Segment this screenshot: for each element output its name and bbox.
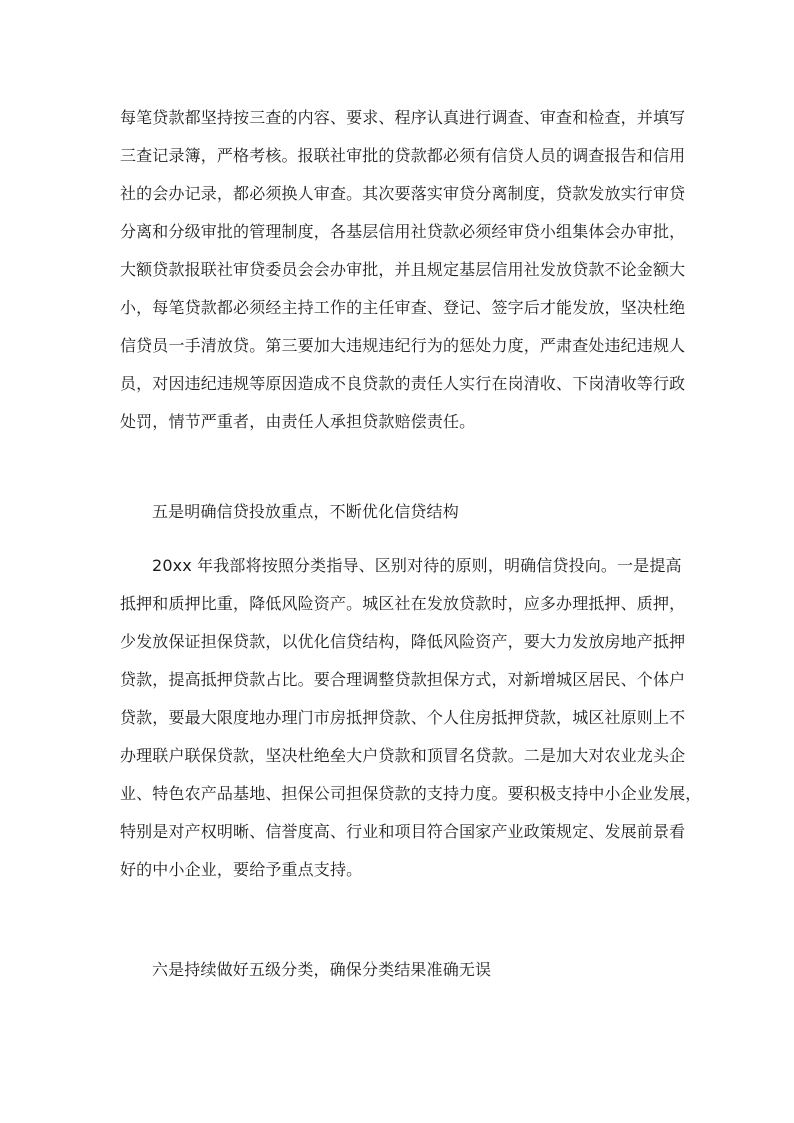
paragraph-line: 信贷员一手清放贷。第三要加大违规违纪行为的惩处力度，严肃查处违纪违规人: [120, 336, 686, 355]
section-heading-6: 六是持续做好五级分类，确保分类结果准确无误: [152, 960, 492, 979]
paragraph-line: 每笔贷款都坚持按三查的内容、要求、程序认真进行调查、审查和检查，并填写: [120, 108, 686, 127]
paragraph-line: 少发放保证担保贷款，以优化信贷结构，降低风险资产，要大力发放房地产抵押: [120, 632, 686, 651]
paragraph-line: 特别是对产权明晰、信誉度高、行业和项目符合国家产业政策规定、发展前景看: [120, 822, 686, 841]
paragraph-line: 20xx 年我部将按照分类指导、区别对待的原则，明确信贷投向。一是提高: [152, 556, 682, 575]
paragraph-line: 大额贷款报联社审贷委员会会办审批，并且规定基层信用社发放贷款不论金额大: [120, 260, 686, 279]
paragraph-line: 小，每笔贷款都必须经主持工作的主任审查、登记、签字后才能发放，坚决杜绝: [120, 298, 686, 317]
paragraph-line: 处罚，情节严重者，由责任人承担贷款赔偿责任。: [120, 412, 476, 431]
paragraph-line: 好的中小企业，要给予重点支持。: [120, 860, 363, 879]
paragraph-line: 社的会办记录，都必须换人审查。其次要落实审贷分离制度，贷款发放实行审贷: [120, 184, 686, 203]
paragraph-line: 办理联户联保贷款，坚决杜绝垒大户贷款和顶冒名贷款。二是加大对农业龙头企: [120, 746, 686, 765]
paragraph-line: 业、特色农产品基地、担保公司担保贷款的支持力度。要积极支持中小企业发展，: [120, 784, 702, 803]
paragraph-line: 抵押和质押比重，降低风险资产。城区社在发放贷款时，应多办理抵押、质押，: [120, 594, 686, 613]
paragraph-line: 三查记录簿，严格考核。报联社审批的贷款都必须有信贷人员的调查报告和信用: [120, 146, 686, 165]
section-heading-5: 五是明确信贷投放重点，不断优化信贷结构: [152, 502, 459, 521]
paragraph-line: 分离和分级审批的管理制度，各基层信用社贷款必须经审贷小组集体会办审批，: [120, 222, 686, 241]
paragraph-line: 贷款，要最大限度地办理门市房抵押贷款、个人住房抵押贷款，城区社原则上不: [120, 708, 686, 727]
paragraph-line: 员，对因违纪违规等原因造成不良贷款的责任人实行在岗清收、下岗清收等行政: [120, 374, 686, 393]
paragraph-line: 贷款，提高抵押贷款占比。要合理调整贷款担保方式，对新增城区居民、个体户: [120, 670, 686, 689]
